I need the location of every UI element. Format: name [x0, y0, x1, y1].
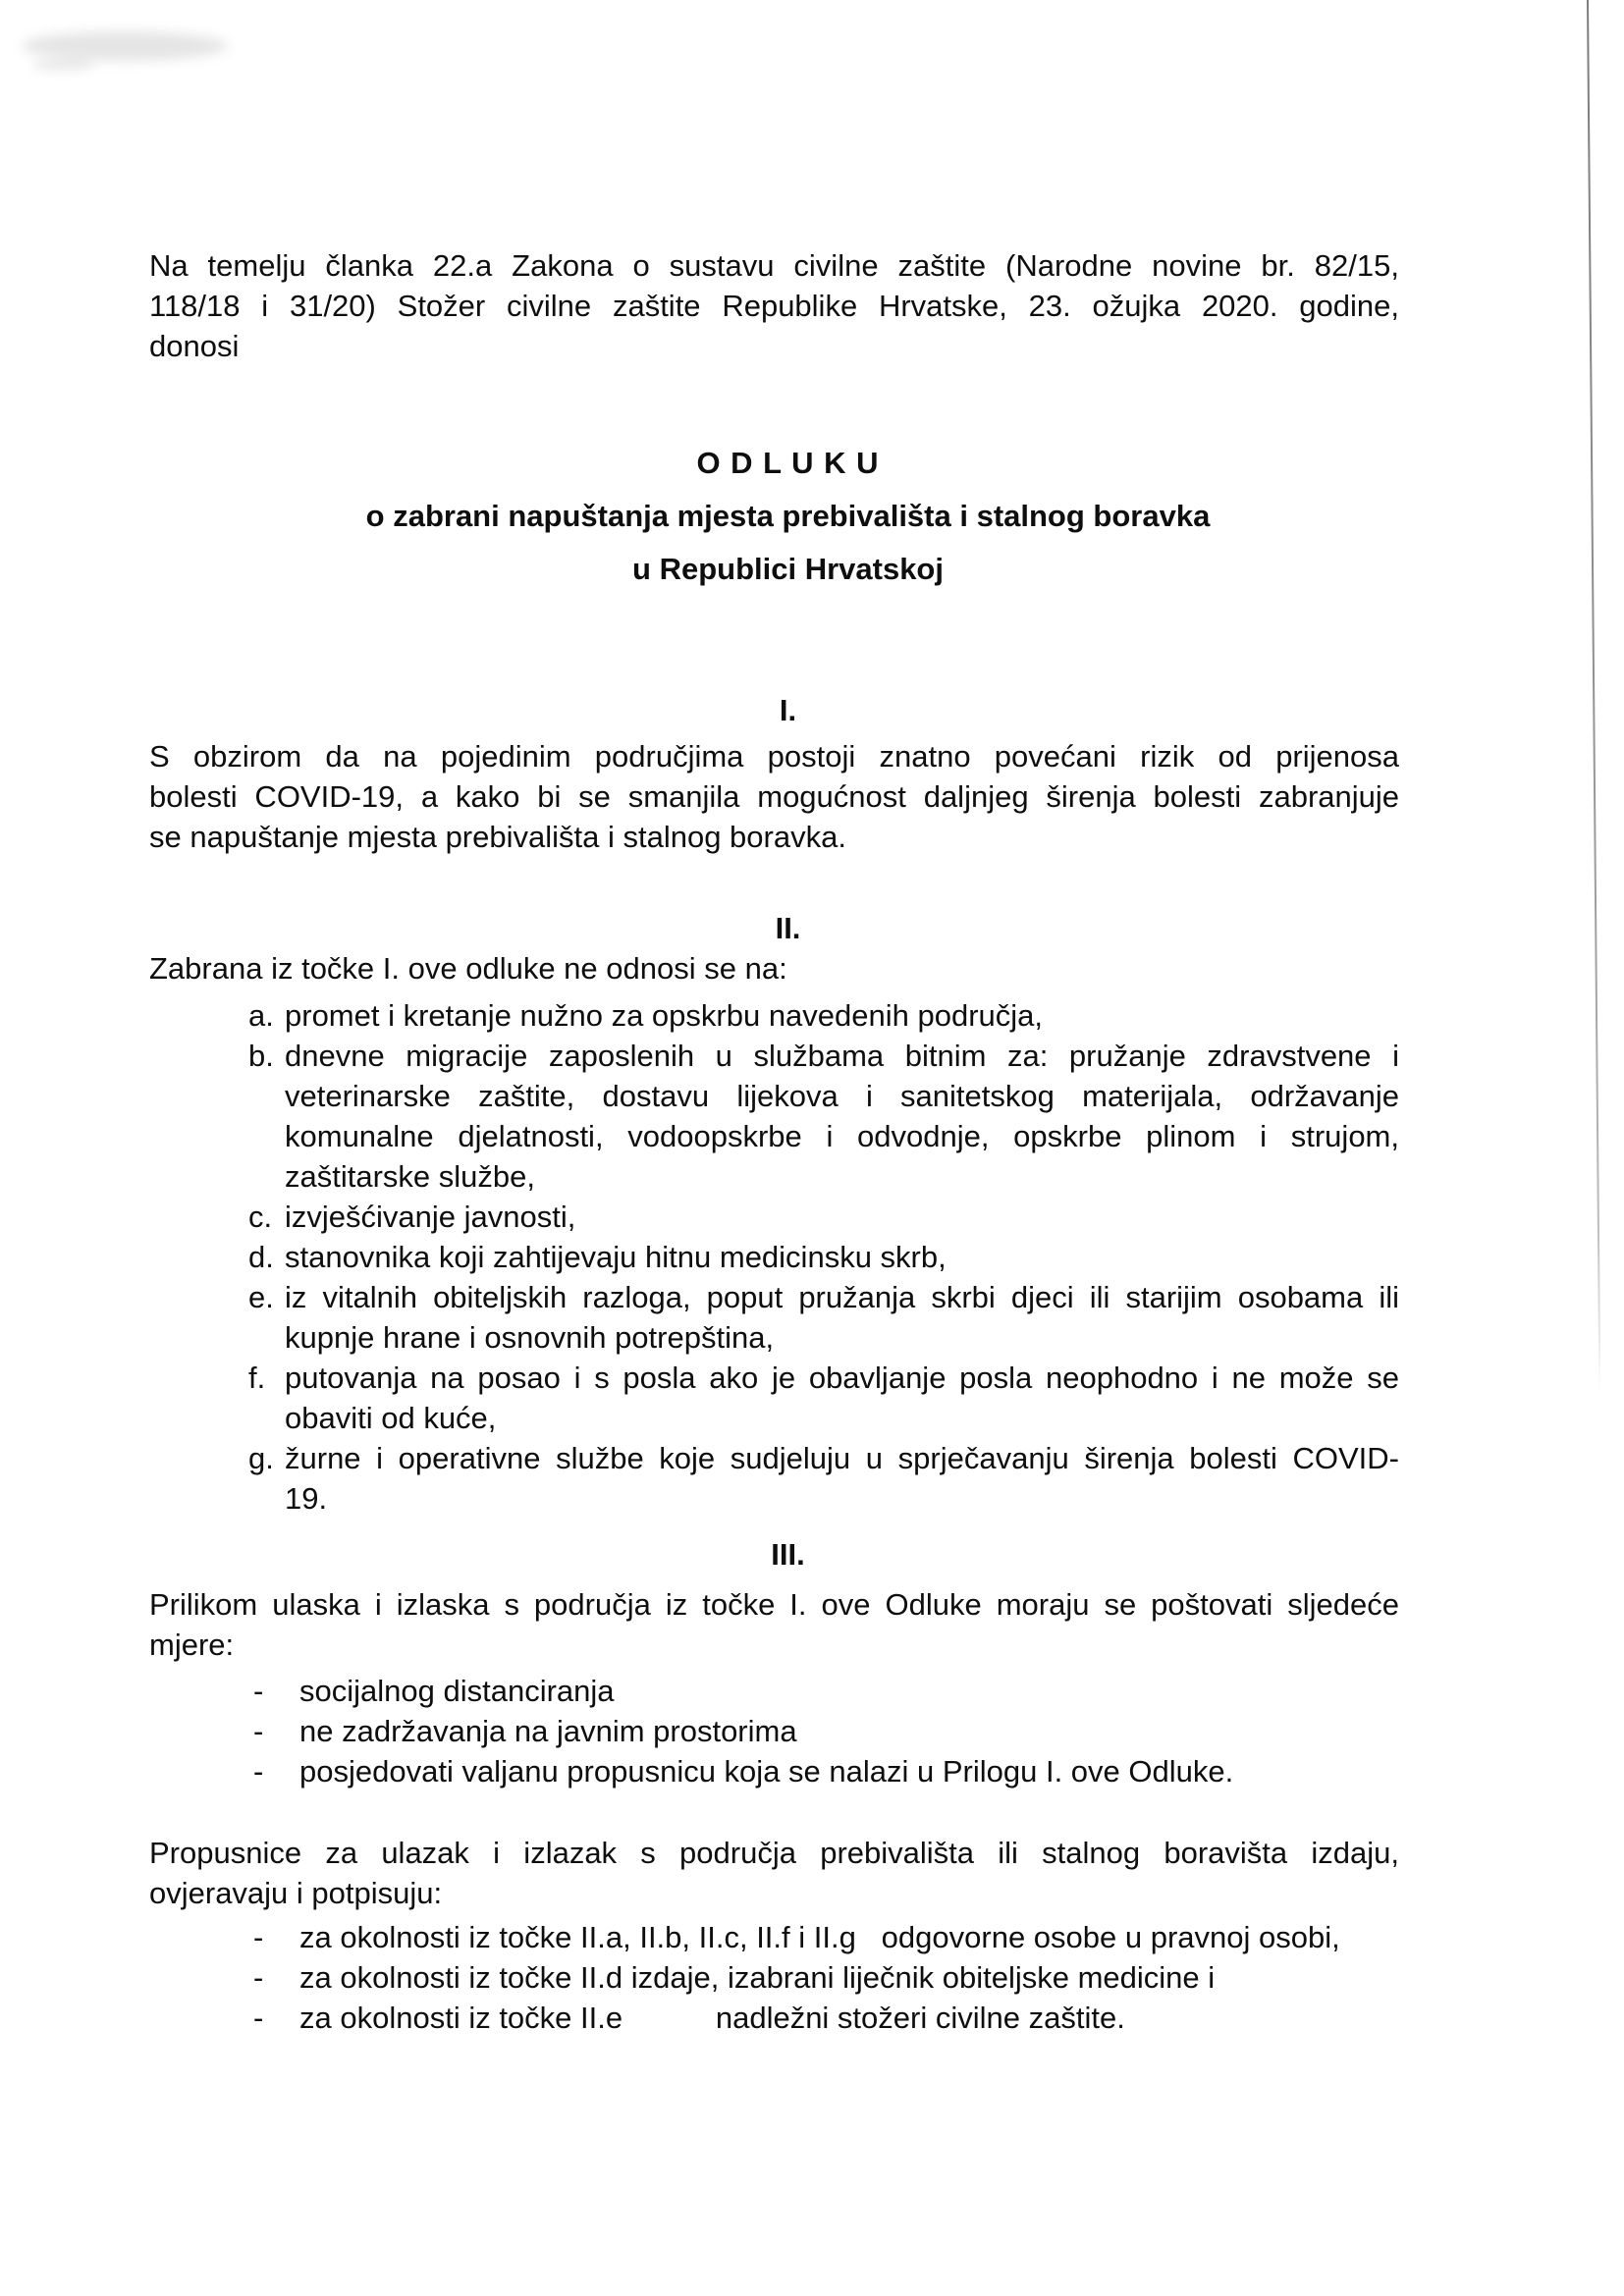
- permit-issuers-list: [253, 1917, 1399, 2038]
- item-line: zaštitarske službe,: [285, 1159, 535, 1194]
- item-line: komunalne djelatnosti, vodoopskrbe i odvodnje, opskrbe plinom i strujom,: [285, 1119, 1399, 1153]
- exemption-item-a: [248, 995, 1399, 1036]
- permit-issuer-text: za okolnosti iz točke II.e nadležni stožeri civilne zaštite.: [299, 2001, 1125, 2035]
- scan-artifact-smudge: [31, 59, 94, 72]
- measure-text: socijalnog distanciranja: [299, 1674, 615, 1708]
- section-i-heading: I.: [779, 693, 797, 727]
- exemption-item-b: [248, 1036, 1399, 1197]
- item-text: [285, 1036, 1399, 1197]
- item-marker: f.: [248, 1361, 266, 1395]
- item-marker: c.: [248, 1200, 273, 1234]
- section-i-line: se napuštanje mjesta prebivališta i stalnog boravka.: [149, 820, 846, 854]
- decision-title: O D L U K U: [696, 446, 880, 480]
- intro-line: Na temelju članka 22.a Zakona o sustavu civilne zaštite (Narodne novine br. 82/15,: [149, 248, 1399, 283]
- item-line: 19.: [285, 1481, 328, 1516]
- dash-marker: -: [253, 1920, 264, 1954]
- intro-line: donosi: [149, 329, 240, 363]
- scan-artifact-smudge: [22, 31, 228, 61]
- item-line: iz vitalnih obiteljskih razloga, poput pružanja skrbi djeci ili starijim osobama ili: [285, 1280, 1399, 1314]
- dash-marker: -: [253, 1960, 264, 1995]
- measure-text: ne zadržavanja na javnim prostorima: [299, 1714, 797, 1748]
- exemption-item-g: [248, 1438, 1399, 1519]
- item-text: [285, 1197, 1399, 1237]
- item-text: [285, 1277, 1399, 1358]
- item-line: žurne i operativne službe koje sudjeluju u sprječavanju širenja bolesti COVID-: [285, 1441, 1399, 1475]
- permit-issuer-text: za okolnosti iz točke II.d izdaje, izabrani liječnik obiteljske medicine i: [299, 1960, 1216, 1995]
- dash-marker: -: [253, 2001, 264, 2035]
- section-iii-lead: [149, 1584, 1399, 1665]
- dash-marker: -: [253, 1674, 264, 1708]
- section-ii-heading: II.: [775, 911, 801, 945]
- item-marker: a.: [248, 998, 274, 1033]
- section-ii-lead-line: Zabrana iz točke I. ove odluke ne odnosi se na:: [149, 951, 787, 986]
- item-line: izvješćivanje javnosti,: [285, 1200, 576, 1234]
- measure-item: [253, 1671, 1399, 1711]
- item-marker: b.: [248, 1039, 274, 1073]
- item-line: obaviti od kuće,: [285, 1401, 497, 1435]
- exemption-item-d: [248, 1237, 1399, 1277]
- section-i-line: S obzirom da na pojedinim područjima postoji znatno povećani rizik od prijenosa: [149, 739, 1399, 774]
- permit-issuer-item: [253, 1917, 1399, 1957]
- item-marker: d.: [248, 1240, 274, 1274]
- decision-scope: u Republici Hrvatskoj: [632, 552, 944, 586]
- exemption-list: [248, 995, 1399, 1519]
- item-line: dnevne migracije zaposlenih u službama bitnim za: pružanje zdravstvene i: [285, 1039, 1399, 1073]
- section-i-line: bolesti COVID-19, a kako bi se smanjila mogućnost daljnjeg širenja bolesti zabranjuje: [149, 779, 1399, 814]
- section-i-paragraph: [149, 736, 1399, 857]
- item-text: [285, 1438, 1399, 1519]
- item-line: veterinarske zaštite, dostavu lijekova i sanitetskog materijala, održavanje: [285, 1079, 1399, 1113]
- dash-marker: -: [253, 1714, 264, 1748]
- measure-text: posjedovati valjanu propusnicu koja se nalazi u Prilogu I. ove Odluke.: [299, 1754, 1234, 1789]
- intro-paragraph: [149, 245, 1399, 366]
- permit-issuer-text: za okolnosti iz točke II.a, II.b, II.c, II.f i II.g odgovorne osobe u pravnoj osobi,: [299, 1920, 1340, 1954]
- item-line: putovanja na posao i s posla ako je obavljanje posla neophodno i ne može se: [285, 1361, 1399, 1395]
- measure-item: [253, 1751, 1399, 1791]
- item-marker: e.: [248, 1280, 274, 1314]
- item-line: kupnje hrane i osnovnih potrepština,: [285, 1320, 775, 1355]
- dash-marker: -: [253, 1754, 264, 1789]
- permits-paragraph: [149, 1833, 1399, 1913]
- exemption-item-e: [248, 1277, 1399, 1358]
- permit-issuer-item: [253, 1998, 1399, 2038]
- item-line: promet i kretanje nužno za opskrbu navedenih područja,: [285, 998, 1044, 1033]
- intro-line: 118/18 i 31/20) Stožer civilne zaštite Republike Hrvatske, 23. ožujka 2020. godine,: [149, 289, 1399, 323]
- item-text: [285, 1237, 1399, 1277]
- decision-subtitle: o zabrani napuštanja mjesta prebivališta i stalnog boravka: [365, 499, 1211, 533]
- exemption-item-c: [248, 1197, 1399, 1237]
- item-marker: g.: [248, 1441, 274, 1475]
- exemption-item-f: [248, 1358, 1399, 1438]
- item-line: stanovnika koji zahtijevaju hitnu medicinsku skrb,: [285, 1240, 947, 1274]
- item-text: [285, 1358, 1399, 1438]
- decision-title-block: [149, 437, 1399, 596]
- permits-lead-line: Propusnice za ulazak i izlazak s područja prebivališta ili stalnog boravišta izdaju,: [149, 1836, 1399, 1870]
- permit-issuer-item: [253, 1957, 1399, 1998]
- permits-lead-line: ovjeravaju i potpisuju:: [149, 1876, 443, 1910]
- section-iii-heading: III.: [771, 1537, 805, 1572]
- measure-item: [253, 1711, 1399, 1751]
- section-iii-lead-line: mjere:: [149, 1628, 235, 1662]
- section-ii-lead: [149, 948, 1399, 988]
- item-text: [285, 995, 1399, 1036]
- section-iii-lead-line: Prilikom ulaska i izlaska s područja iz točke I. ove Odluke moraju se poštovati sljedeće: [149, 1587, 1399, 1622]
- measures-list: [253, 1671, 1399, 1791]
